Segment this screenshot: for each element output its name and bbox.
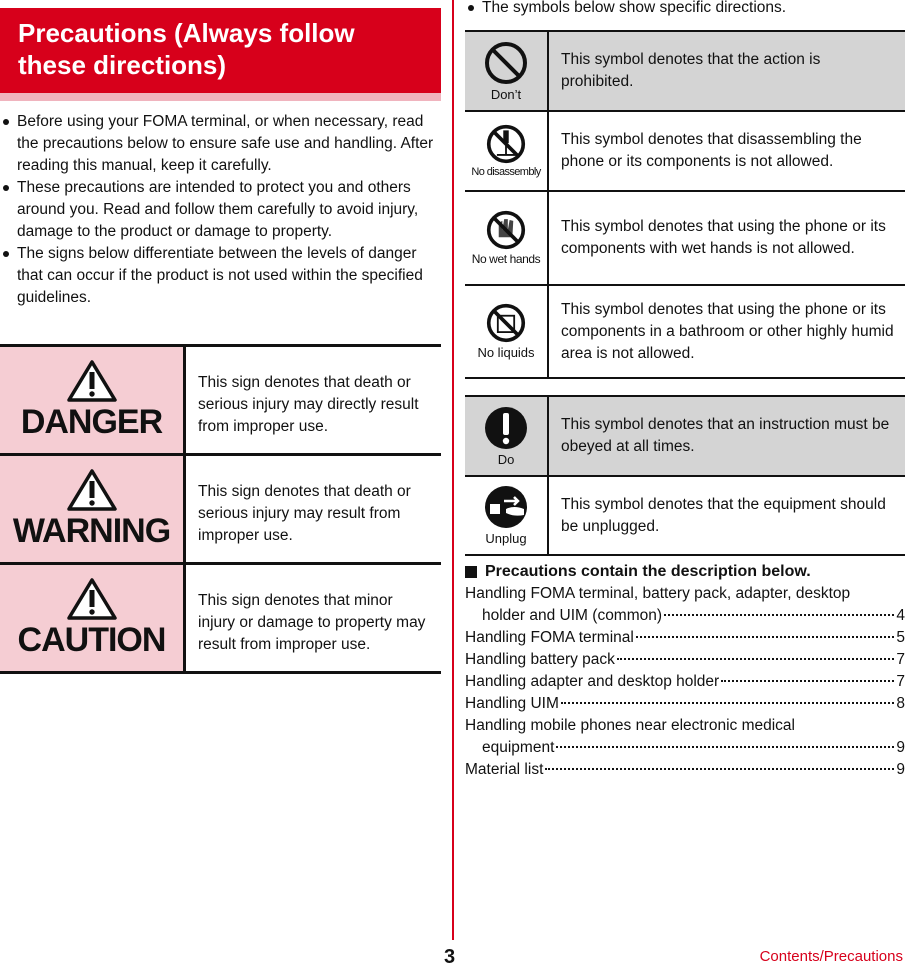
symbol-row xyxy=(465,477,905,556)
sign-word: DANGER xyxy=(20,403,163,441)
symbol-description: This symbol denotes that the action is prohibited. xyxy=(561,51,821,90)
prohibition-symbols-table xyxy=(465,30,905,379)
symbol-label: Do xyxy=(497,451,515,467)
sign-description: This sign denotes that minor injury or damage to property may result from improper use. xyxy=(198,592,426,653)
symbol-description: This symbol denotes that an instruction must be obeyed at all times. xyxy=(561,416,890,455)
symbol-label: No disassembly xyxy=(471,166,541,178)
footer-section-link[interactable]: Contents/Precautions xyxy=(759,948,903,965)
symbol-description: This symbol denotes that using the phone or its components with wet hands is not allowed. xyxy=(561,218,886,257)
warning-triangle-icon xyxy=(66,359,118,403)
bullet-item: The signs below differentiate between the levels of danger that can occur if the product is not used within the specified guidelines. xyxy=(0,243,441,309)
symbol-description: This symbol denotes that the equipment should be unplugged. xyxy=(561,495,886,535)
symbol-row xyxy=(465,32,905,112)
toc-page: 5 xyxy=(896,629,905,646)
title-underline xyxy=(0,93,441,101)
symbol-row xyxy=(465,112,905,192)
warning-triangle-icon xyxy=(66,468,118,512)
no-disassembly-icon xyxy=(486,124,526,164)
precautions-contents xyxy=(465,561,905,781)
square-bullet-icon xyxy=(465,566,477,578)
toc-page: 7 xyxy=(896,651,905,668)
symbol-row xyxy=(465,192,905,286)
toc-page: 9 xyxy=(896,761,905,778)
bullet-item: These precautions are intended to protect you and others around you. Read and follow them carefully to avoid injury, damage to the product or damage to property. xyxy=(0,177,441,243)
symbol-label: No liquids xyxy=(477,345,535,360)
toc-item[interactable]: Handling UIM 8 xyxy=(465,693,905,715)
symbol-label: Unplug xyxy=(485,531,527,546)
prohibited-icon xyxy=(484,41,528,85)
column-divider xyxy=(452,0,454,940)
toc-page: 8 xyxy=(896,695,905,712)
symbol-label: Don’t xyxy=(490,86,522,102)
symbol-description: This symbol denotes that using the phone or its components in a bathroom or other highly humid area is not allowed. xyxy=(561,300,894,362)
danger-levels-table xyxy=(0,344,441,674)
no-wet-hands-icon xyxy=(486,210,526,250)
sign-row-caution xyxy=(0,565,441,674)
toc-item[interactable]: Handling adapter and desktop holder 7 xyxy=(465,671,905,693)
toc-page: 4 xyxy=(896,607,905,624)
symbol-row xyxy=(465,286,905,379)
bullet-item: Before using your FOMA terminal, or when necessary, read the precautions below to ensure safe use and handling. After reading this manual, keep it carefully. xyxy=(0,111,441,177)
symbol-row xyxy=(465,397,905,477)
toc-item[interactable]: Handling FOMA terminal 5 xyxy=(465,627,905,649)
toc-page: 7 xyxy=(896,673,905,690)
sign-description: This sign denotes that death or serious injury may directly result from improper use. xyxy=(198,374,419,435)
page-number: 3 xyxy=(444,946,456,968)
unplug-icon xyxy=(484,485,528,529)
symbol-label: No wet hands xyxy=(471,252,541,266)
sign-row-danger xyxy=(0,347,441,456)
toc-item[interactable]: Material list 9 xyxy=(465,759,905,781)
exclamation-icon xyxy=(484,406,528,450)
toc-page: 9 xyxy=(896,739,905,756)
sign-row-warning xyxy=(0,456,441,565)
symbols-intro: The symbols below show specific directions. xyxy=(465,0,905,19)
page-title: Precautions (Always follow these directions) xyxy=(0,8,441,93)
toc-item[interactable]: Handling mobile phones near electronic medical equipment 9 xyxy=(465,715,905,759)
sign-description: This sign denotes that death or serious injury may result from improper use. xyxy=(198,483,411,544)
toc-heading: Precautions contain the description below. xyxy=(485,563,811,580)
toc-item[interactable]: Handling FOMA terminal, battery pack, adapter, desktop holder and UIM (common) 4 xyxy=(465,583,905,627)
instruction-symbols-table xyxy=(465,395,905,556)
sign-word: WARNING xyxy=(12,512,171,550)
sign-word: CAUTION xyxy=(17,621,166,659)
warning-triangle-icon xyxy=(66,577,118,621)
symbol-description: This symbol denotes that disassembling the phone or its components is not allowed. xyxy=(561,131,862,170)
toc-item[interactable]: Handling battery pack 7 xyxy=(465,649,905,671)
intro-bullets xyxy=(0,111,441,309)
no-liquids-icon xyxy=(486,303,526,343)
